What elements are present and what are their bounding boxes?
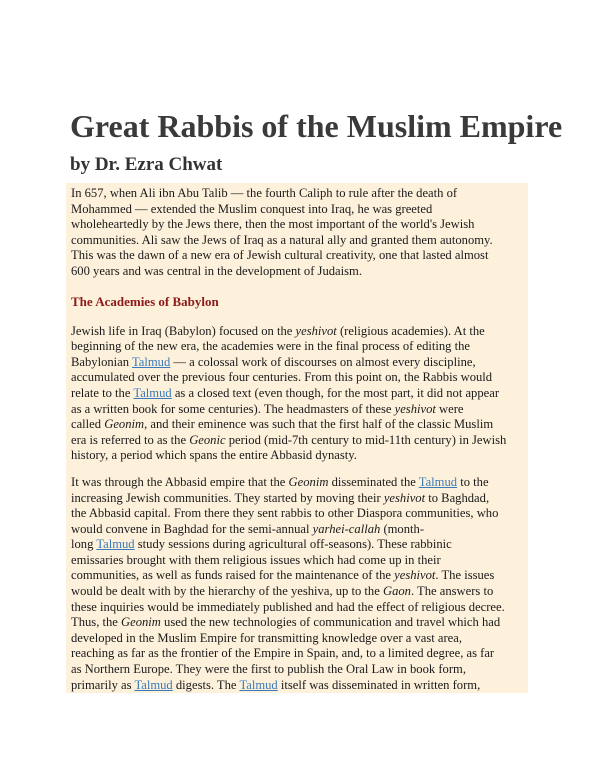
text-line: Jewish life in Iraq (Babylon) focused on the yeshivot (religious academies). At the — [71, 323, 485, 338]
text-line: called Geonim, and their eminence was such that the first half of the classic Muslim — [71, 417, 494, 432]
text-line: long Talmud study sessions during agricultural off-seasons). These rabbinic — [71, 537, 452, 552]
text-line: It was through the Abbasid empire that the Geonim disseminated the Talmud to the — [71, 474, 489, 489]
text-line: would convene in Baghdad for the semi-annual yarhei-callah (month- — [71, 521, 425, 536]
text-line: accumulated over the previous four centuries. From this point on, the Rabbis would — [71, 370, 493, 385]
text-line: history, a period which spans the entire Abbasid dynasty. — [71, 448, 357, 463]
text-line: Thus, the Geonim used the new technologies of communication and travel which had — [71, 615, 501, 630]
text-line: 600 years and was central in the development of Judaism. — [71, 263, 362, 278]
text-line: communities. Ali saw the Jews of Iraq as a natural ally and granted them autonomy. — [71, 232, 493, 247]
text-line: increasing Jewish communities. They started by moving their yeshivot to Baghdad, — [71, 490, 490, 505]
text-line: communities, as well as funds raised for the maintenance of the yeshivot. The issues — [71, 568, 495, 583]
italic-term: Gaon — [382, 584, 411, 599]
text-line: Mohammed — extended the Muslim conquest into Iraq, he was greeted — [71, 201, 433, 216]
text-line: emissaries brought with them religious issues which had come up in their — [71, 552, 441, 567]
text-line: This was the dawn of a new era of Jewish cultural creativity, one that lasted almost — [71, 248, 489, 263]
text-line: Babylonian Talmud — a colossal work of discourses on almost every discipline, — [71, 354, 476, 369]
talmud-link[interactable]: Talmud — [96, 537, 135, 552]
italic-term: yarhei-callah — [312, 521, 381, 536]
talmud-link[interactable]: Talmud — [131, 354, 171, 369]
talmud-link[interactable]: Talmud — [418, 474, 458, 489]
text-line: reaching as far as the frontier of the Empire in Spain, and, to a limited degree, as far — [71, 646, 495, 661]
text-line: these inquiries would be immediately published and had the effect of religious decree. — [71, 599, 505, 614]
academies-paragraph — [71, 324, 526, 464]
text-line: would be dealt with by the hierarchy of the yeshiva, up to the Gaon. The answers to — [71, 584, 494, 599]
text-line: as a written book for some centuries). The headmasters of these yeshivot were — [71, 401, 464, 416]
text-line: wholeheartedly by the Jews there, then the most important of the world's Jewish — [71, 217, 475, 232]
italic-term: yeshivot — [394, 568, 436, 583]
text-line: as Northern Europe. They were the first to publish the Oral Law in book form, — [71, 662, 466, 677]
text-line: era is referred to as the Geonic period (mid-7th century to mid-11th century) in Jewish — [71, 432, 507, 447]
author-byline: by Dr. Ezra Chwat — [70, 154, 223, 175]
article-title: Great Rabbis of the Muslim Empire — [70, 108, 563, 144]
text-line: the Abbasid capital. From there they sent rabbis to other Diaspora communities, who — [71, 506, 499, 521]
italic-term: yeshivot — [394, 401, 436, 416]
talmud-link[interactable]: Talmud — [133, 385, 172, 400]
italic-term: Geonim — [104, 417, 145, 432]
text-line: developed in the Muslim Empire for transmitting knowledge over a vast area, — [71, 630, 462, 645]
text-line: beginning of the new era, the academies were in the final process of editing the — [71, 339, 471, 354]
section-heading: The Academies of Babylon — [71, 293, 219, 309]
abbasid-paragraph — [71, 475, 526, 693]
article-body — [71, 186, 526, 693]
italic-term: yeshivot — [383, 490, 426, 505]
text-line: In 657, when Ali ibn Abu Talib — the fourth Caliph to rule after the death of — [71, 186, 458, 200]
italic-term: yeshivot — [295, 323, 337, 338]
italic-term: Geonim — [121, 615, 161, 630]
text-line: relate to the Talmud as a closed text (even though, for the most part, it did not appear — [71, 385, 500, 400]
talmud-link[interactable]: Talmud — [134, 677, 173, 692]
italic-term: Geonic — [189, 432, 226, 447]
talmud-link[interactable]: Talmud — [239, 677, 278, 692]
italic-term: Geonim — [288, 474, 329, 489]
intro-paragraph — [71, 186, 526, 280]
text-line: primarily as Talmud digests. The Talmud itself was disseminated in written form, — [71, 677, 481, 692]
